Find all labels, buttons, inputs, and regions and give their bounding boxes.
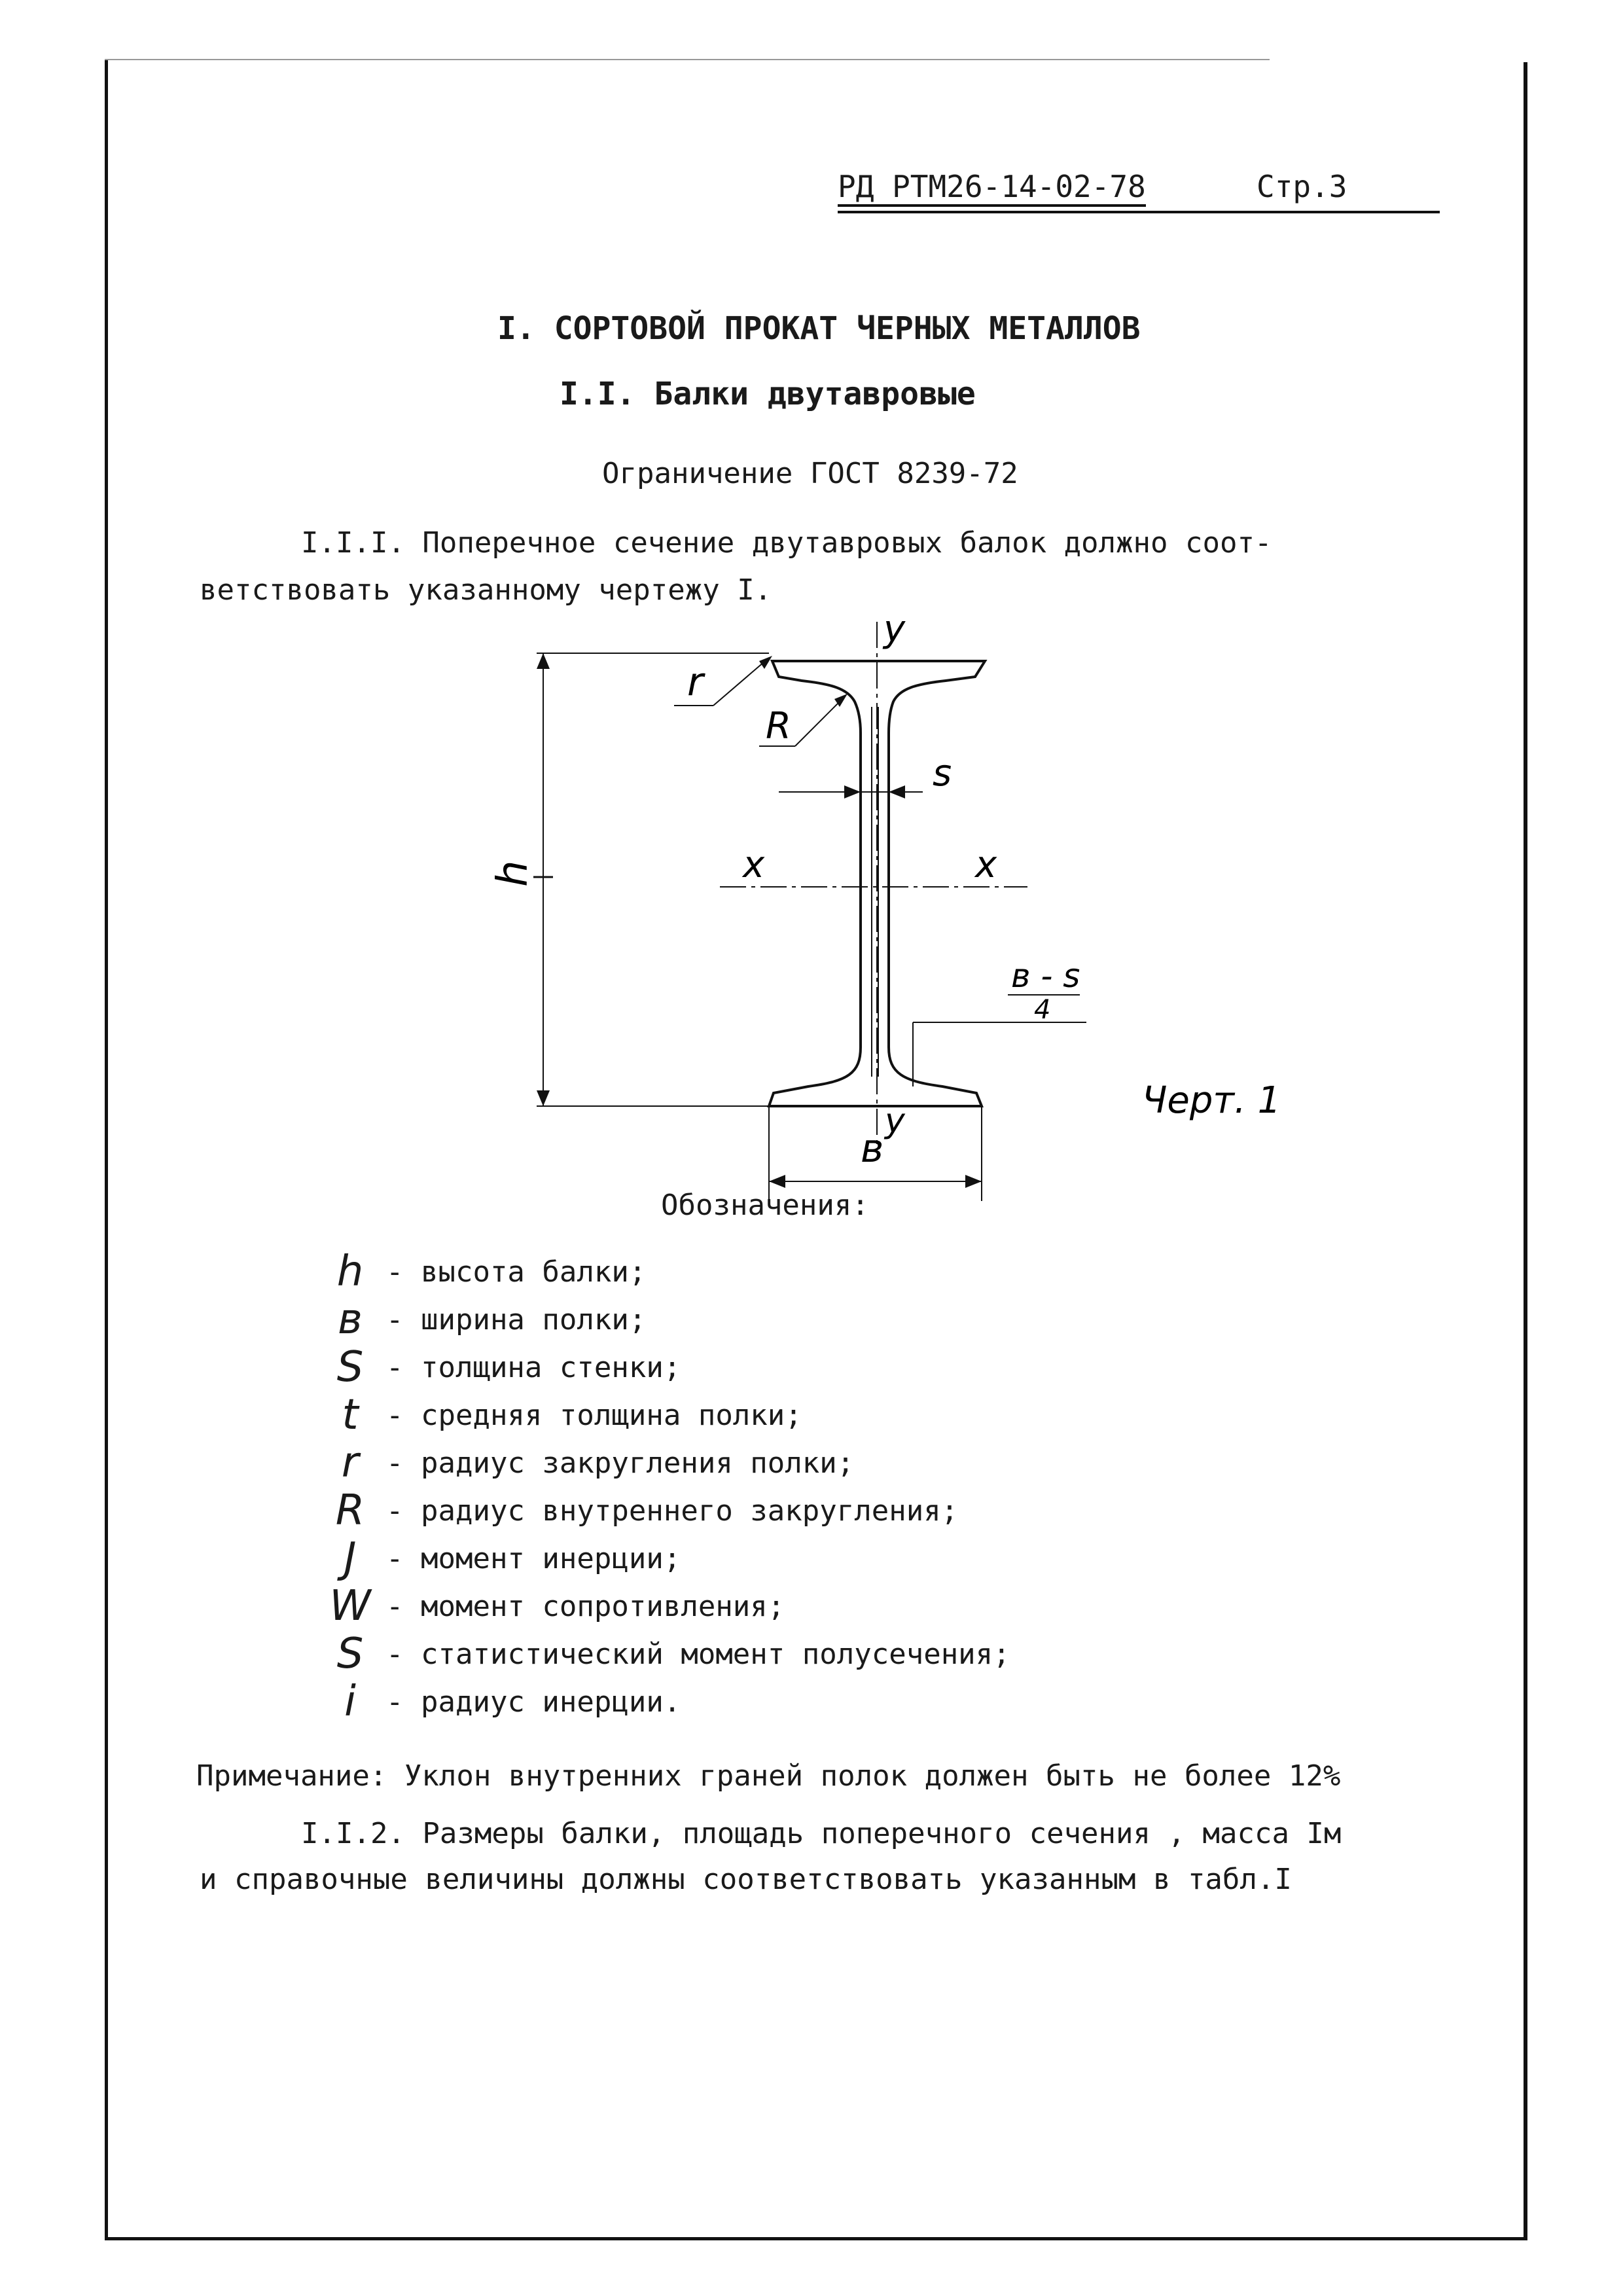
legend-text: - радиус инерции. <box>386 1685 681 1719</box>
legend-text: - высота балки; <box>386 1255 647 1289</box>
legend-item <box>314 1582 785 1630</box>
para-1-1-1-line2: ветствовать указанному чертежу I. <box>200 573 772 607</box>
b-arrow-left <box>769 1175 785 1188</box>
legend-item <box>314 1391 802 1439</box>
legend-item <box>314 1295 647 1344</box>
legend-symbol: h <box>336 1247 364 1296</box>
legend-symbol: i <box>344 1677 356 1726</box>
legend-text: - момент инерции; <box>386 1541 681 1575</box>
legend-item <box>314 1534 681 1583</box>
label-slope-num: в - s <box>1011 957 1080 995</box>
label-x-right: x <box>975 844 997 886</box>
legend-symbol: J <box>344 1534 357 1583</box>
para-1-1-1-line1: I.I.I. Поперечное сечение двутавровых балок должно соот- <box>301 526 1272 560</box>
para-1-1-2-line1: I.I.2. Размеры балки, площадь поперечного сечения , масса Iм <box>301 1817 1342 1850</box>
legend-item <box>314 1343 681 1391</box>
note-line: Примечание: Уклон внутренних граней полок должен быть не более 12% <box>196 1759 1341 1793</box>
section-title: I. СОРТОВОЙ ПРОКАТ ЧЕРНЫХ МЕТАЛЛОВ <box>497 310 1141 347</box>
legend-text: - радиус внутреннего закругления; <box>386 1494 959 1528</box>
restriction-line: Ограничение ГОСТ 8239-72 <box>602 457 1018 490</box>
r-arrow <box>759 656 772 669</box>
drawing-caption: Черт. 1 <box>1142 1079 1281 1122</box>
legend-text: - толщина стенки; <box>386 1350 681 1384</box>
header-underline <box>838 211 1440 213</box>
label-h: h <box>489 860 537 887</box>
legend-text: - статистический момент полусечения; <box>386 1637 1010 1671</box>
legend-title: Обозначения: <box>661 1189 869 1222</box>
legend-item <box>314 1486 959 1535</box>
legend-symbol: r <box>341 1439 359 1487</box>
i-beam-drawing <box>0 589 1623 1244</box>
legend-symbol: t <box>342 1391 359 1439</box>
legend-symbol: S <box>336 1343 364 1391</box>
label-y-bottom: y <box>885 1102 905 1141</box>
R-leader <box>795 697 844 746</box>
frame-bottom-border <box>105 2237 1527 2240</box>
h-arrow-bottom <box>537 1090 550 1106</box>
s-arrow-left <box>844 785 861 798</box>
doc-code: РД РТМ26-14-02-78 <box>838 171 1146 207</box>
legend-text: - момент сопротивления; <box>386 1589 785 1623</box>
subsection-title: I.I. Балки двутавровые <box>560 376 976 412</box>
page-number: Стр.3 <box>1257 169 1347 204</box>
label-b: в <box>861 1126 884 1172</box>
legend-text: - средняя толщина полки; <box>386 1398 802 1432</box>
legend-text: - радиус закругления полки; <box>386 1446 855 1480</box>
legend-item <box>314 1677 681 1726</box>
s-arrow-right <box>889 785 905 798</box>
label-y-top: y <box>883 608 906 651</box>
h-arrow-top <box>537 653 550 669</box>
r-leader <box>713 658 769 706</box>
legend-item <box>314 1630 1010 1678</box>
legend-symbol: S <box>336 1630 364 1678</box>
legend-symbol: в <box>338 1295 363 1344</box>
label-slope-den: 4 <box>1034 995 1051 1025</box>
legend-symbol: R <box>335 1486 365 1535</box>
legend-item <box>314 1439 855 1487</box>
b-arrow-right <box>965 1175 982 1188</box>
label-x-left: x <box>743 844 765 886</box>
label-r: r <box>687 659 704 705</box>
legend-item <box>314 1247 647 1296</box>
label-R: R <box>766 705 791 747</box>
para-1-1-2-line2: и справочные величины должны соответствовать указанным в табл.I <box>200 1863 1292 1896</box>
legend-text: - ширина полки; <box>386 1302 647 1336</box>
legend-symbol: W <box>329 1582 371 1630</box>
frame-top-border <box>105 59 1270 60</box>
label-s: s <box>933 752 952 795</box>
